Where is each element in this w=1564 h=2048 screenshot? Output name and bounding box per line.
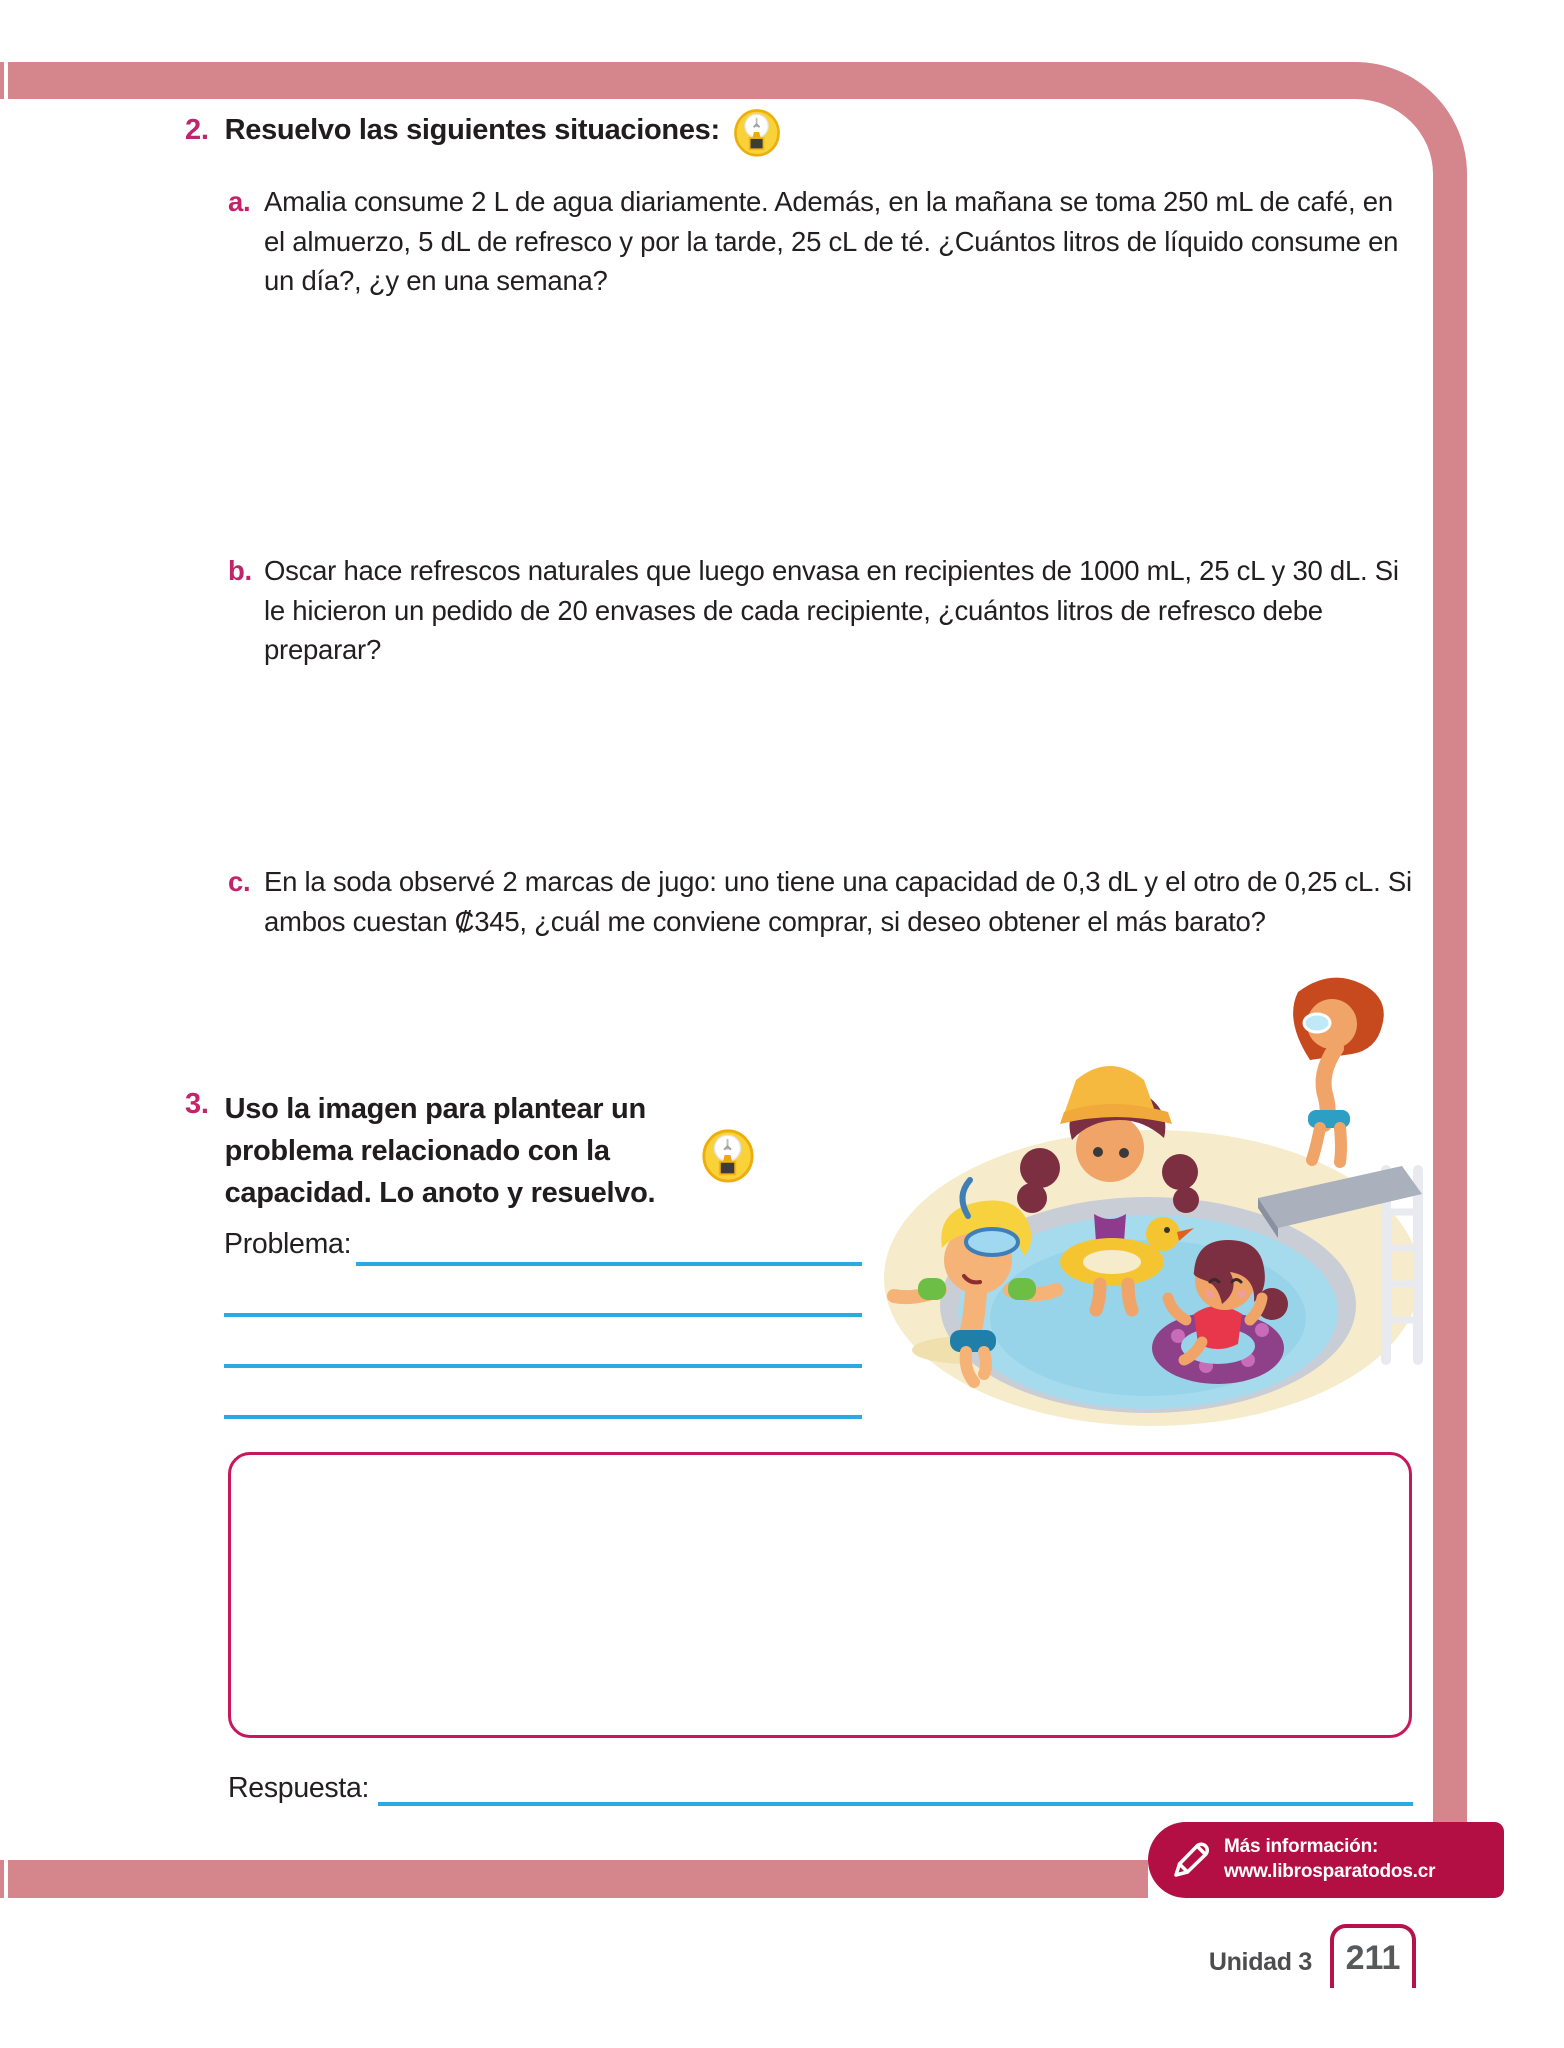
badge-line2: www.librosparatodos.cr xyxy=(1224,1861,1436,1882)
exercise2-title: Resuelvo las siguientes situaciones: xyxy=(224,114,720,146)
badge-line1: Más información: xyxy=(1224,1836,1379,1858)
diver-boy xyxy=(1293,978,1384,1162)
item-c-text: En la soda observé 2 marcas de jugo: uno tiene una capacidad de 0,3 dL y el otro de 0,25 cL. Si ambos cuestan ₡345, ¿cuál me conviene comprar, si deseo obtener el más barato? xyxy=(264,866,1412,937)
more-info-badge xyxy=(1148,1822,1504,1898)
writing-line xyxy=(378,1802,1413,1806)
pencil-icon xyxy=(1164,1834,1212,1887)
lightbulb-icon xyxy=(732,106,782,166)
respuesta-label: Respuesta: xyxy=(228,1772,370,1804)
writing-line xyxy=(224,1313,862,1317)
exercise3-title: Uso la imagen para plantear un problema relacionado con la capacidad. Lo anoto y resuelvo. xyxy=(224,1093,656,1210)
writing-line xyxy=(356,1262,862,1266)
frame-bottom-sliver xyxy=(0,1860,4,1898)
pool-illustration xyxy=(880,960,1440,1435)
item-c-label: c. xyxy=(228,866,251,897)
answer-work-box xyxy=(228,1452,1412,1738)
exercise2-number: 2. xyxy=(185,114,209,146)
page-number: 211 xyxy=(1345,1938,1401,1977)
exercise2-heading xyxy=(185,114,782,166)
exercise2-item-a xyxy=(228,182,1418,301)
item-b-label: b. xyxy=(228,555,252,586)
frame-bottom-band xyxy=(8,1860,1148,1898)
exercise2-item-c xyxy=(228,862,1418,941)
lightbulb-icon xyxy=(700,1126,756,1189)
item-a-label: a. xyxy=(228,186,251,217)
writing-line xyxy=(224,1364,862,1368)
item-a-text: Amalia consume 2 L de agua diariamente. Además, en la mañana se toma 250 mL de café, en el almuerzo, 5 dL de refresco y por la tarde, 25 cL de té. ¿Cuántos litros de líquido consume en un día?, ¿y en una semana? xyxy=(264,186,1399,297)
exercise2-item-b xyxy=(228,551,1418,670)
unit-label: Unidad 3 xyxy=(1208,1948,1312,1976)
frame-top-sliver xyxy=(0,62,4,99)
page-number-box xyxy=(1330,1924,1416,1988)
exercise3-number: 3. xyxy=(185,1088,209,1120)
problema-label: Problema: xyxy=(224,1228,352,1260)
writing-line xyxy=(224,1415,862,1419)
item-b-text: Oscar hace refrescos naturales que luego envasa en recipientes de 1000 mL, 25 cL y 30 dL. Si le hicieron un pedido de 20 envases de cada recipiente, ¿cuántos litros de refresco debe preparar? xyxy=(264,555,1399,666)
